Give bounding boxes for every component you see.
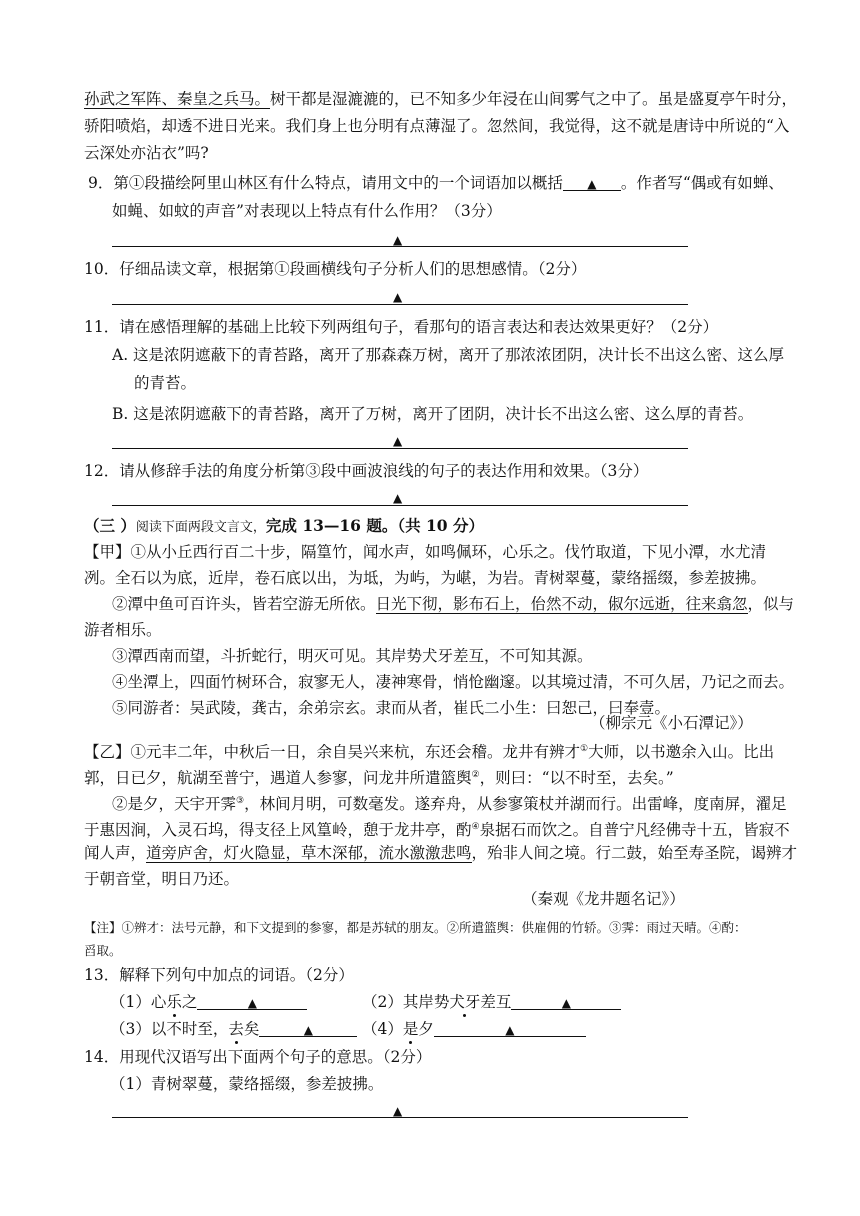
answer-triangle: ▲ [393, 233, 403, 247]
jia-source: （柳宗元《小石潭记》） [590, 714, 753, 732]
question-13-blank-1[interactable] [197, 991, 307, 1010]
jia-p2-line-2: 游者相乐。 [84, 621, 162, 639]
question-13-item-1 [110, 991, 307, 1013]
question-13-stem: 13．解释下列句中加点的词语。（2分） [84, 966, 354, 984]
intro-line-1-rest: 树干都是湿漉漉的，已不知多少年浸在山间雾气之中了。虽是盛夏亭午时分， [270, 90, 798, 108]
jia-p2-start: ②潭中鱼可百许头，皆若空游无所依。 [112, 595, 376, 613]
item-text: 夕 [418, 1020, 434, 1038]
question-12-answer-line[interactable] [112, 505, 688, 506]
jia-p2-end: ，似与 [747, 595, 795, 613]
intro-underlined-phrase: 孙武之军阵、秦皇之兵马。 [84, 90, 271, 108]
notes-line-1: 【注】①辨才：法号元静，和下文提到的参寥，都是苏轼的朋友。②所遣篮舆：供雇佣的竹轿。③霁：雨过天晴。④酌： [84, 920, 747, 935]
question-11-stem: 11．请在感悟理解的基础上比较下列两组句子，看那句的语言表达和表达效果更好？（2分） [84, 318, 719, 336]
jia-p3: ③潭西南而望，斗折蛇行，明灭可见。其岸势犬牙差互，不可知其源。 [112, 647, 593, 665]
jia-p4: ④坐潭上，四面竹树环合，寂寥无人，凄神寒骨，悄怆幽邃。以其境过清，不可久居，乃记之而去。 [112, 673, 795, 691]
yi-p2-line-2-rest: 泉据石而饮之。自普宁凡经佛寺十五，皆寂不 [479, 821, 790, 840]
blank-triangle: ▲ [247, 996, 258, 1010]
item-text: （2）其岸势 [362, 993, 450, 1011]
question-9-inline-blank[interactable] [563, 172, 621, 191]
dotted-word: 是 [402, 1020, 419, 1038]
question-14-answer-line[interactable] [112, 1117, 688, 1118]
footnote-marker: ① [580, 744, 589, 754]
jia-underlined-sentence: 日光下彻，影布石上，佁然不动，俶尔远逝，往来翕忽 [375, 595, 748, 613]
question-9-line-2: 如蝇、如蚊的声音”对表现以上特点有什么作用？（3分） [112, 202, 502, 220]
section-3-number: （三 ） [84, 516, 136, 535]
intro-line-2: 骄阳喷焰，却透不进日光来。我们身上也分明有点薄湿了。忽然间，我觉得，这不就是唐诗中所说的“入 [84, 117, 790, 135]
question-13-blank-2[interactable] [511, 991, 621, 1010]
answer-triangle: ▲ [393, 290, 403, 304]
option-b: B. 这是浓阴遮蔽下的青苔路，离开了万树，离开了团阴，决计长不出这么密、这么厚的青苔。 [112, 405, 754, 423]
section-3-instruction: 阅读下面两段文言文， [135, 520, 266, 535]
yi-p2-line-2-text: 于惠因涧，入灵石坞，得支径上风篁岭，憩于龙井亭，酌 [84, 821, 472, 840]
yi-p1-text: 【乙】①元丰二年，中秋后一日，余自吴兴来杭，东还会稽。龙井有辨才 [84, 743, 581, 762]
footnote-marker: ② [471, 770, 480, 780]
yi-p1-line-2-text: 郭，日已夕，航湖至普宁，遇道人参寥，问龙井所遣篮舆 [84, 769, 472, 788]
question-9-text-rest: 。作者写“偶或有如蝉、 [620, 174, 784, 192]
question-10: 10．仔细品读文章，根据第①段画横线句子分析人们的思想感情。（2分） [84, 260, 587, 278]
question-12: 12．请从修辞手法的角度分析第③段中画波浪线的句子的表达作用和效果。（3分） [84, 462, 649, 480]
blank-triangle: ▲ [587, 177, 597, 191]
yi-source: （秦观《龙井题名记》） [522, 890, 685, 908]
question-13-blank-3[interactable] [259, 1018, 357, 1037]
item-text: （4） [362, 1020, 403, 1038]
answer-triangle: ▲ [393, 491, 403, 505]
yi-p1-line-1 [84, 738, 774, 763]
question-9-line-1 [88, 172, 784, 194]
question-10-answer-line[interactable] [112, 304, 688, 305]
footnote-marker: ④ [471, 822, 480, 832]
option-a-line-2: 的青苔。 [134, 374, 197, 392]
question-13-item-4 [362, 1018, 586, 1040]
blank-triangle: ▲ [505, 1023, 515, 1037]
yi-p2-text-rest: ，林间月明，可数毫发。遂弃舟，从参寥策杖并湖而行。出雷峰，度南屏，濯足 [244, 795, 787, 814]
dotted-word: 犬牙 [449, 993, 481, 1011]
footnote-marker: ③ [236, 796, 245, 806]
question-14-sentence-1: （1）青树翠蔓，蒙络摇缀，参差披拂。 [110, 1075, 384, 1093]
jia-p2-line-1 [112, 593, 794, 615]
yi-p2-line-3 [84, 842, 797, 864]
item-text: 矣 [243, 1020, 260, 1038]
yi-p2-line-1 [112, 790, 787, 815]
option-a-line-1: A. 这是浓阴遮蔽下的青苔路，离开了那森森万树，离开了那浓浓团阴，决计长不出这么密、这么厚 [112, 346, 785, 364]
item-text: （3）以不时至， [110, 1020, 229, 1038]
blank-triangle: ▲ [303, 1023, 314, 1037]
question-14-stem: 14．用现代汉语写出下面两个句子的意思。（2分） [84, 1048, 432, 1066]
item-text: 差互 [480, 993, 512, 1011]
jia-p5: ⑤同游者：吴武陵，龚古，余弟宗玄。隶而从者，崔氏二小生：曰恕己，曰奉壹。 [112, 699, 671, 717]
dotted-word: 乐 [166, 993, 182, 1011]
dotted-word: 去 [228, 1020, 244, 1038]
yi-p2-line-3-rest: ，殆非人间之境。行二鼓，始至寿圣院，谒辨才 [471, 844, 798, 862]
yi-p1-line-2-rest: ，则曰：“以不时至，去矣。” [479, 769, 674, 788]
yi-p1-line-2 [84, 764, 674, 789]
question-13-blank-4[interactable] [434, 1018, 586, 1037]
section-3-scope: 完成 13—16 题。（共 10 分） [265, 516, 484, 535]
blank-triangle: ▲ [561, 996, 572, 1010]
question-13-item-2 [362, 991, 621, 1013]
jia-p1-line-1: 【甲】①从小丘西行百二十步，隔篁竹，闻水声，如鸣佩环，心乐之。伐竹取道，下见小潭，水尤清 [84, 543, 767, 561]
yi-p2-text: ②是夕，天宇开霁 [112, 795, 237, 814]
yi-p1-text-rest: 大师，以书邀余入山。比出 [588, 743, 775, 762]
item-text: （1）心 [110, 993, 167, 1011]
intro-line-1 [84, 88, 797, 110]
yi-p2-line-2 [84, 816, 790, 841]
yi-p2-line-3-text: 闻人声， [84, 844, 147, 862]
section-3-heading [84, 515, 484, 539]
jia-p1-line-2: 冽。全石以为底，近岸，卷石底以出，为坻，为屿，为嵁，为岩。青树翠蔓，蒙络摇缀，参差披拂。 [84, 569, 767, 587]
yi-underlined-sentence: 道旁庐舍，灯火隐显，草木深郁，流水激激悲鸣 [146, 844, 472, 862]
intro-line-3: 云深处亦沾衣”吗? [84, 144, 209, 162]
item-text: 之 [181, 993, 198, 1011]
notes-line-2: 舀取。 [84, 943, 122, 958]
question-11-answer-line[interactable] [112, 448, 688, 449]
question-13-item-3 [110, 1018, 357, 1040]
question-9-text: 9．第①段描绘阿里山林区有什么特点，请用文中的一个词语加以概括 [88, 174, 563, 192]
answer-triangle: ▲ [393, 434, 403, 448]
yi-p2-line-4: 于朝音堂，明日乃还。 [84, 870, 240, 888]
question-9-answer-line[interactable] [112, 246, 688, 247]
answer-triangle: ▲ [393, 1104, 403, 1118]
